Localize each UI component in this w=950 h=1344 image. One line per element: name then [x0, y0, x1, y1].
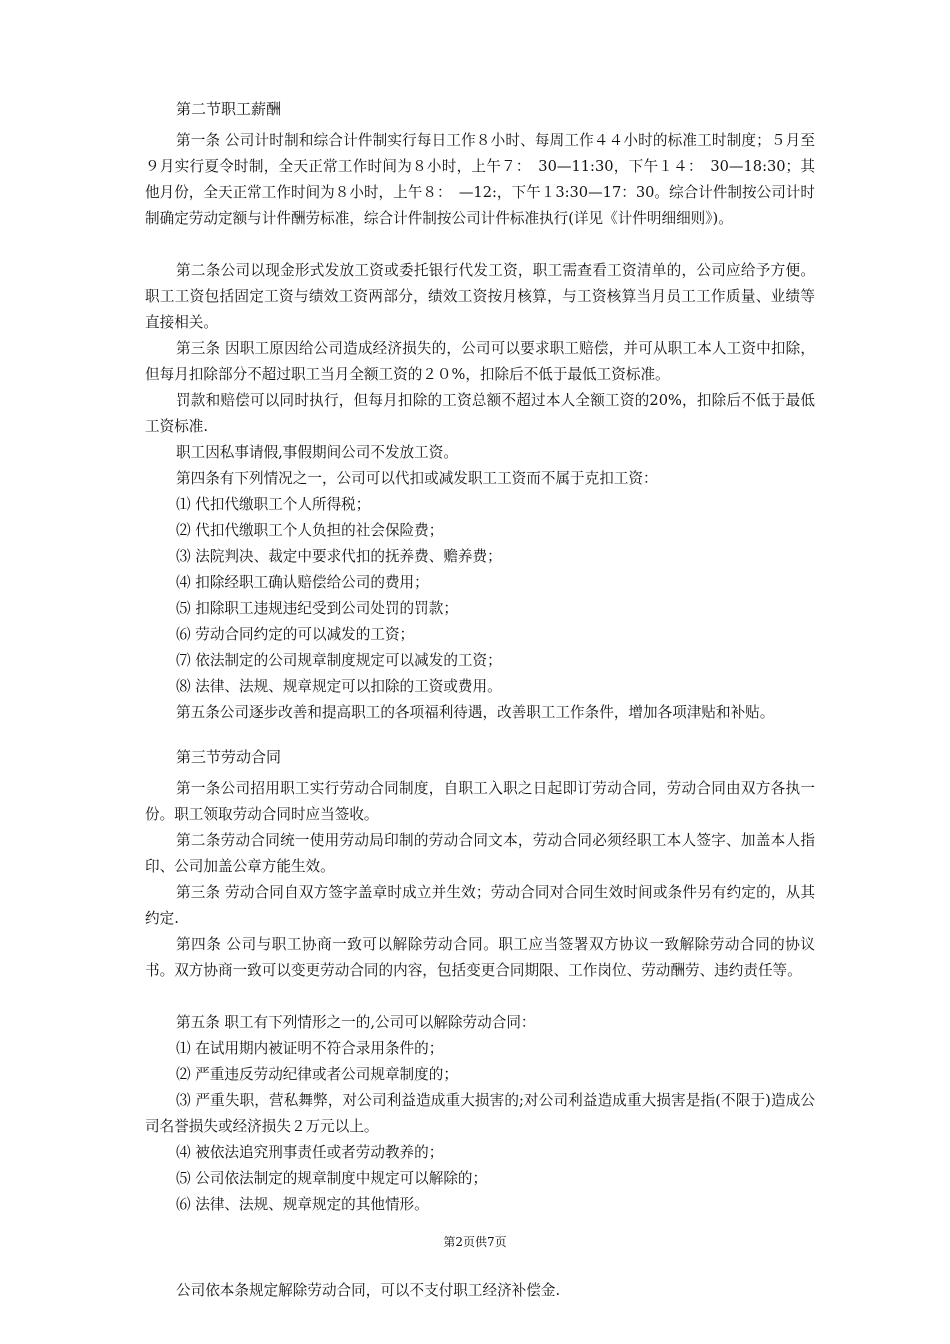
- article-5-welfare: 第五条公司逐步改善和提高职工的各项福利待遇，改善职工工作条件，增加各项津贴和补贴。: [176, 704, 775, 721]
- list-item: ⑴ 在试用期内被证明不符合录用条件的；: [176, 1040, 444, 1057]
- list-item: ⑵ 严重违反劳动纪律或者公司规章制度的；: [176, 1066, 458, 1083]
- list-item: ⑵ 代扣代缴职工个人负担的社会保险费；: [176, 522, 444, 539]
- article-1-working-hours: 第一条 公司计时制和综合计件制实行每日工作８小时、每周工作４４小时的标准工时制度；５月至９月实行夏令时制，全天正常工作时间为８小时，上午７： 30—11:30，下午１４： 30—18:30；其他月份，全天正常工作时间为８小时，上午８： —12:，下午１3:30—17：30。综合计件制按公司计时制确定劳动定额与计件酬劳标准，综合计件制按公司计件标准执行(详见《计件明细细则》)。: [145, 132, 815, 227]
- article-3-fines: 罚款和赔偿可以同时执行，但每月扣除的工资总额不超过本人全额工资的20%，扣除后不低于最低工资标准.: [145, 392, 815, 435]
- list-item: ⑷ 扣除经职工确认赔偿给公司的费用；: [176, 574, 429, 591]
- trailing-text: 公司依本条规定解除劳动合同，可以不支付职工经济补偿金.: [176, 1282, 561, 1299]
- list-item: ⑶ 法院判决、裁定中要求代扣的抚养费、赡养费；: [176, 548, 502, 565]
- list-item: ⑺ 依法制定的公司规章制度规定可以减发的工资；: [176, 652, 502, 669]
- page-footer: 第2页供7页: [443, 1235, 507, 1249]
- list-item: ⑷ 被依法追究刑事责任或者劳动教养的；: [176, 1144, 444, 1161]
- section-heading-salary: 第二节职工薪酬: [176, 100, 282, 118]
- article-2-wage-payment: 第二条公司以现金形式发放工资或委托银行代发工资，职工需查看工资清单的，公司应给予方便。职工工资包括固定工资与绩效工资两部分，绩效工资按月核算，与工资核算当月员工工作质量、业绩等直接相关。: [145, 262, 815, 331]
- list-item: ⑹ 劳动合同约定的可以减发的工资；: [176, 626, 415, 643]
- contract-article-3: 第三条 劳动合同自双方签字盖章时成立并生效；劳动合同对合同生效时间或条件另有约定的，从其约定.: [145, 884, 815, 927]
- contract-article-1: 第一条公司招用职工实行劳动合同制度，自职工入职之日起即订劳动合同，劳动合同由双方各执一份。职工领取劳动合同时应当签收。: [145, 780, 815, 823]
- list-item: ⑸ 公司依法制定的规章制度中规定可以解除的；: [176, 1170, 488, 1187]
- list-item: ⑸ 扣除职工违规违纪受到公司处罚的罚款；: [176, 600, 458, 617]
- list-item: ⑶ 严重失职，营私舞弊，对公司利益造成重大损害的;对公司利益造成重大损害是指(不限于)造成公司名誉损失或经济损失２万元以上。: [145, 1092, 815, 1135]
- article-4-intro: 第四条有下列情况之一，公司可以代扣或减发职工工资而不属于克扣工资：: [176, 470, 658, 487]
- contract-article-4: 第四条 公司与职工协商一致可以解除劳动合同。职工应当签署双方协议一致解除劳动合同的协议书。双方协商一致可以变更劳动合同的内容，包括变更合同期限、工作岗位、劳动酬劳、违约责任等。: [145, 936, 815, 979]
- article-3-deductions: 第三条 因职工原因给公司造成经济损失的，公司可以要求职工赔偿，并可从职工本人工资中扣除，但每月扣除部分不超过职工当月全额工资的２０%，扣除后不低于最低工资标准。: [145, 340, 815, 383]
- list-item: ⑹ 法律、法规、规章规定的其他情形。: [176, 1196, 429, 1213]
- contract-article-5-intro: 第五条 职工有下列情形之一的,公司可以解除劳动合同：: [176, 1014, 536, 1031]
- list-item: ⑻ 法律、法规、规章规定可以扣除的工资或费用。: [176, 678, 502, 695]
- list-item: ⑴ 代扣代缴职工个人所得税；: [176, 496, 371, 513]
- section-heading-contract: 第三节劳动合同: [176, 748, 282, 766]
- article-3-personal-leave: 职工因私事请假,事假期间公司不发放工资。: [176, 444, 458, 461]
- contract-article-2: 第二条劳动合同统一使用劳动局印制的劳动合同文本，劳动合同必须经职工本人签字、加盖本人指印、公司加盖公章方能生效。: [145, 832, 815, 875]
